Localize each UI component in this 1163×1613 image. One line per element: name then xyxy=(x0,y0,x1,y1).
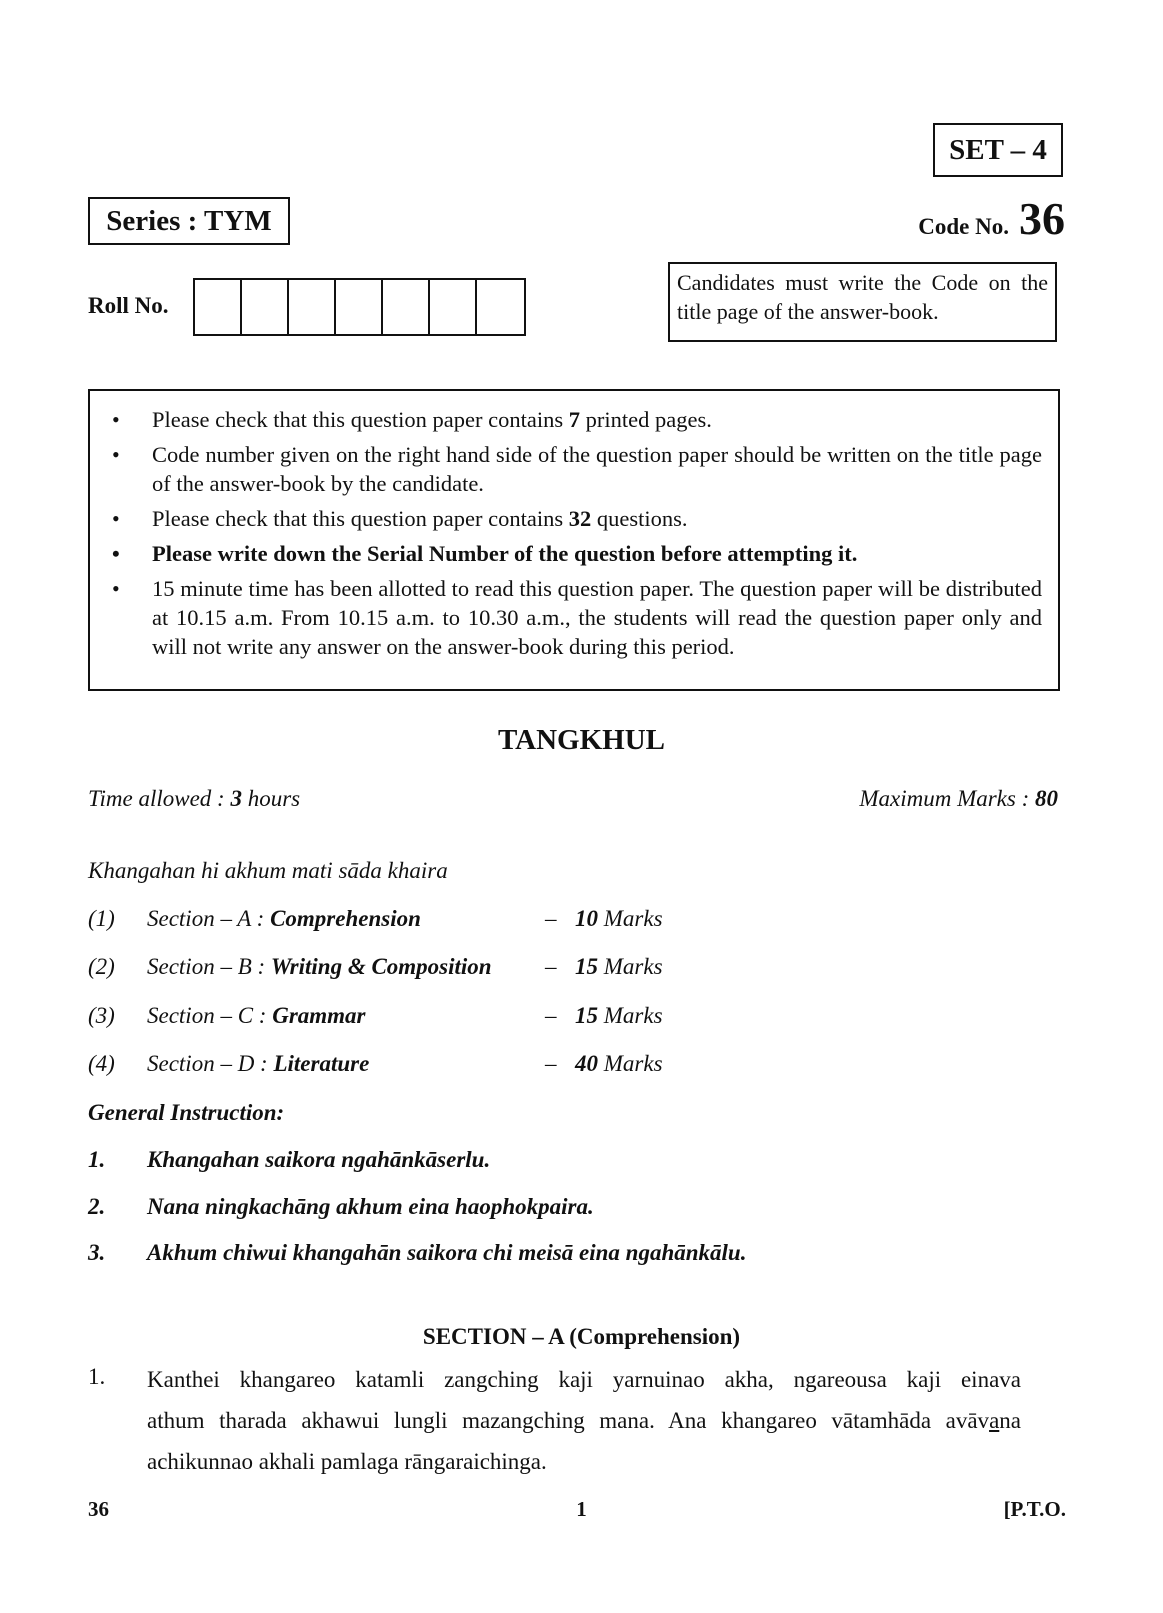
roll-number-cell[interactable] xyxy=(430,280,477,334)
code-number: 36 xyxy=(1019,193,1065,244)
question-text xyxy=(147,1359,1021,1482)
roll-number-boxes[interactable] xyxy=(193,278,526,336)
time-allowed: Time allowed : 3 hours xyxy=(88,786,301,811)
please-turn-over: [P.T.O. xyxy=(1003,1497,1066,1521)
instruction-item: • Please check that this question paper contains 32 questions. xyxy=(110,504,1042,533)
roll-number-cell[interactable] xyxy=(289,280,336,334)
instruction-item: • Code number given on the right hand side of the question paper should be written on the title page of the answer-book by the candidate. xyxy=(110,440,1042,498)
question-number: 1. xyxy=(88,1364,106,1389)
instruction-item: • Please check that this question paper contains 7 printed pages. xyxy=(110,405,1042,434)
set-label: SET – 4 xyxy=(933,123,1063,177)
question-line: Kanthei khangareo katamli zangching kaji yarnuinao akha, ngareousa kaji einava xyxy=(147,1367,1021,1392)
general-instruction-title: General Instruction: xyxy=(88,1100,285,1125)
roll-number-cell[interactable] xyxy=(336,280,383,334)
paper-intro: Khangahan hi akhum mati sāda khaira xyxy=(88,858,448,883)
subject-title: TANGKHUL xyxy=(497,724,666,756)
page-number: 1 xyxy=(576,1497,587,1521)
maximum-marks: Maximum Marks : 80 xyxy=(859,786,1058,811)
instruction-item: • 15 minute time has been allotted to read this question paper. The question paper will be distributed at 10.15 a.m. From 10.15 a.m. to 10.30 a.m., the students will read the question paper only and will not write any answer on the answer-book during this period. xyxy=(110,574,1042,661)
candidates-note: Candidates must write the Code on the title page of the answer-book. xyxy=(668,262,1057,342)
section-a-title: SECTION – A (Comprehension) xyxy=(422,1324,741,1349)
question-line: athum tharada akhawui lungli mazangching mana. Ana khangareo vātamhāda avāvana xyxy=(147,1408,1021,1433)
instructions-box xyxy=(88,389,1060,691)
question-line: achikunnao akhali pamlaga rāngaraichinga. xyxy=(147,1449,547,1474)
roll-number-cell[interactable] xyxy=(242,280,289,334)
instruction-item: • Please write down the Serial Number of the question before attempting it. xyxy=(110,539,1042,568)
series-label: Series : TYM xyxy=(88,197,290,245)
roll-number-cell[interactable] xyxy=(477,280,524,334)
roll-number-label: Roll No. xyxy=(88,293,169,318)
code-label: Code No. xyxy=(918,214,1009,239)
footer-code: 36 xyxy=(88,1497,109,1521)
code-number-block xyxy=(918,192,1065,245)
roll-number-cell[interactable] xyxy=(383,280,430,334)
roll-number-cell[interactable] xyxy=(195,280,242,334)
